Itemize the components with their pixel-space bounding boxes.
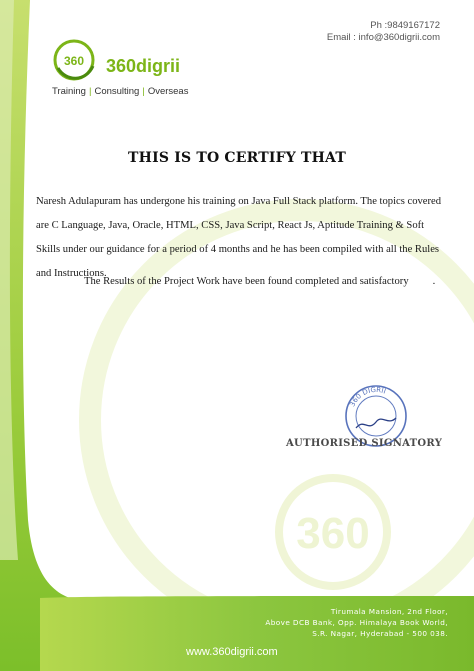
watermark-text: 360 <box>296 509 370 558</box>
logo-wordmark: 360digrii <box>106 56 181 76</box>
footer-address <box>265 606 448 639</box>
address-line-3: S.R. Nagar, Hyderabad - 500 038. <box>312 629 448 638</box>
certificate-paragraph: Naresh Adulapuram has undergone his training on Java Full Stack platform. The topics covered are C Language, Java, Oracle, HTML, CSS, Java Script, React Js, Aptitude Training & Soft Skills under our guidance for a period of 4 months and he has been compiled with all the Rules and Instructions. <box>36 196 442 279</box>
result-period: . <box>432 276 436 287</box>
email-address: Email : info@360digrii.com <box>326 32 440 43</box>
authorised-signatory-label: AUTHORISED SIGNATORY <box>286 438 443 449</box>
tagline-overseas: Overseas <box>147 86 189 97</box>
tagline <box>52 86 188 97</box>
watermark-360 <box>248 472 418 592</box>
result-text: The Results of the Project Work have been found completed and satisfactory <box>84 276 409 287</box>
address-line-2: Above DCB Bank, Opp. Himalaya Book World, <box>265 618 448 627</box>
seal-text: 360 DIGRII <box>348 385 387 409</box>
phone-number: Ph :9849167172 <box>370 20 440 31</box>
tagline-separator: | <box>88 86 92 97</box>
certificate-title: THIS IS TO CERTIFY THAT <box>128 150 346 166</box>
result-statement <box>84 276 444 287</box>
footer-website: www.360digrii.com <box>186 646 278 658</box>
tagline-consulting: Consulting <box>94 86 140 97</box>
tagline-training: Training <box>52 86 86 97</box>
tagline-separator: | <box>142 86 145 97</box>
logo-circle-text: 360 <box>63 54 85 68</box>
address-line-1: Tirumala Mansion, 2nd Floor, <box>330 607 448 616</box>
company-logo-icon <box>52 38 102 84</box>
contact-info <box>327 20 440 44</box>
